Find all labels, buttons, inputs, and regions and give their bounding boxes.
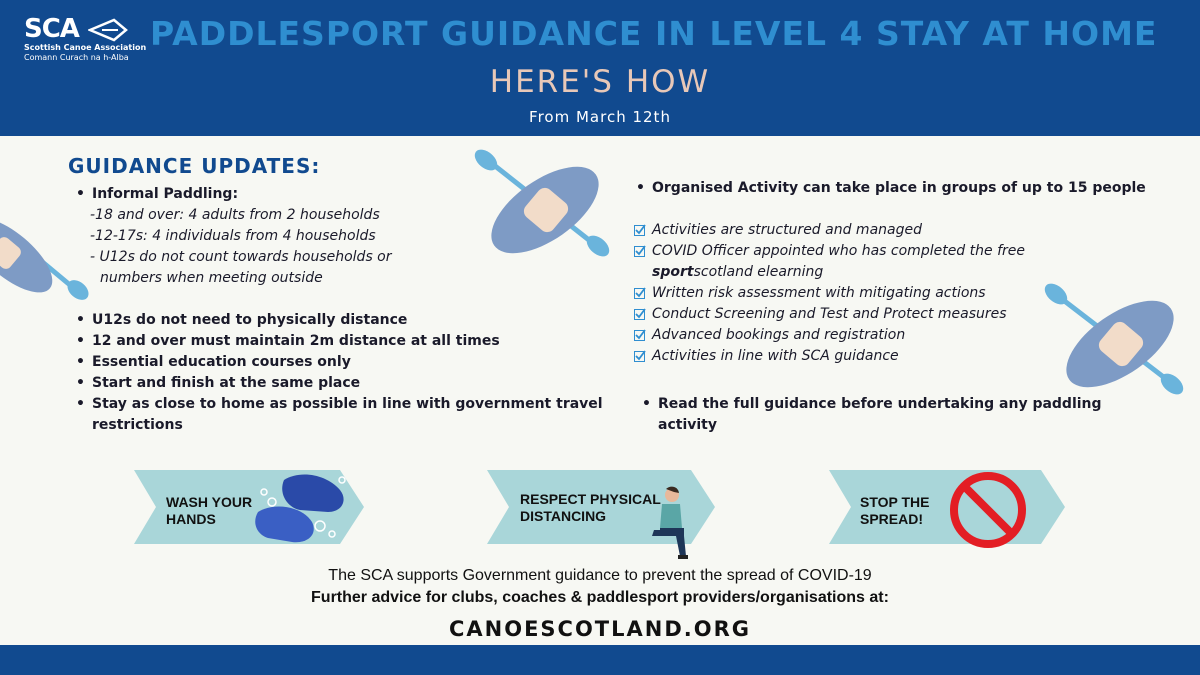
page-title: PADDLESPORT GUIDANCE IN LEVEL 4 STAY AT HOME xyxy=(150,14,1158,53)
stop-spread-line: SPREAD! xyxy=(860,511,924,527)
informal-line: - U12s do not count towards households or xyxy=(90,249,392,265)
elearning-rest: scotland elearning xyxy=(693,264,824,280)
left-bullet: • Essential education courses only xyxy=(92,354,351,370)
header-band xyxy=(0,0,1200,136)
check-item xyxy=(652,222,922,238)
checkbox-icon xyxy=(634,287,646,299)
check-text: Conduct Screening and Test and Protect measures xyxy=(652,306,1007,322)
kayak-left-icon xyxy=(0,200,100,310)
logo-text: SCA xyxy=(24,14,79,44)
check-text: Written risk assessment with mitigating actions xyxy=(652,285,986,301)
kayak-center-icon xyxy=(470,148,615,268)
checkbox-icon xyxy=(634,329,646,341)
footer-statement: The SCA supports Government guidance to prevent the spread of COVID-19 xyxy=(328,567,872,584)
stop-spread-line: STOP THE xyxy=(860,494,930,510)
stop-spread-label xyxy=(860,494,930,528)
read-guidance: • Read the full guidance before undertaking any paddling xyxy=(658,396,1102,412)
left-bullet: • U12s do not need to physically distance xyxy=(92,312,407,328)
check-text: COVID Officer appointed who has completed the free xyxy=(652,243,1025,259)
check-item xyxy=(652,243,1025,259)
check-item xyxy=(652,306,1007,322)
left-bullet: • Stay as close to home as possible in line with government travel xyxy=(92,396,603,412)
elearning-line xyxy=(652,264,823,280)
organised-activity: • Organised Activity can take place in groups of up to 15 people xyxy=(652,180,1146,196)
website-link[interactable]: CANOESCOTLAND.ORG xyxy=(448,617,752,641)
kayak-right-icon xyxy=(1040,282,1200,402)
hand-washing-icon xyxy=(248,472,352,546)
check-item xyxy=(652,348,899,364)
footer-advice: Further advice for clubs, coaches & paddlesport providers/organisations at: xyxy=(311,589,889,606)
informal-line: -12-17s: 4 individuals from 4 households xyxy=(90,228,376,244)
left-bullet-cont: restrictions xyxy=(92,417,183,433)
left-bullet: • 12 and over must maintain 2m distance at all times xyxy=(92,333,500,349)
check-item xyxy=(652,285,986,301)
effective-date: From March 12th xyxy=(529,108,671,126)
check-text: Activities are structured and managed xyxy=(652,222,922,238)
distancing-line: RESPECT PHYSICAL xyxy=(520,491,661,507)
check-text: Advanced bookings and registration xyxy=(652,327,906,343)
elearning-bold: sport xyxy=(652,264,694,280)
person-sitting-icon xyxy=(650,486,692,560)
sca-logo[interactable] xyxy=(24,14,147,64)
logo-subtitle: Scottish Canoe Association xyxy=(24,43,147,52)
wash-hands-label xyxy=(166,494,252,528)
left-bullet: • Start and finish at the same place xyxy=(92,375,360,391)
logo-gaelic: Comann Curach na h-Alba xyxy=(24,53,129,62)
wash-hands-line: HANDS xyxy=(166,511,216,527)
check-text: Activities in line with SCA guidance xyxy=(652,348,899,364)
checkbox-icon xyxy=(634,350,646,362)
guidance-heading: GUIDANCE UPDATES: xyxy=(68,154,321,178)
informal-line: numbers when meeting outside xyxy=(100,270,323,286)
prohibited-icon xyxy=(948,470,1028,550)
checkbox-icon xyxy=(634,245,646,257)
read-guidance-cont: activity xyxy=(658,417,717,433)
informal-line: -18 and over: 4 adults from 2 households xyxy=(90,207,380,223)
distancing-line: DISTANCING xyxy=(520,508,607,524)
wash-hands-line: WASH YOUR xyxy=(166,494,253,510)
checkbox-icon xyxy=(634,308,646,320)
kayak-arrow-icon xyxy=(88,18,128,42)
distancing-label xyxy=(520,491,661,525)
checkbox-icon xyxy=(634,224,646,236)
page-subtitle: HERE'S HOW xyxy=(489,64,711,100)
check-item xyxy=(652,327,905,343)
bottom-band xyxy=(0,645,1200,675)
informal-paddling-title: • Informal Paddling: xyxy=(92,186,238,202)
